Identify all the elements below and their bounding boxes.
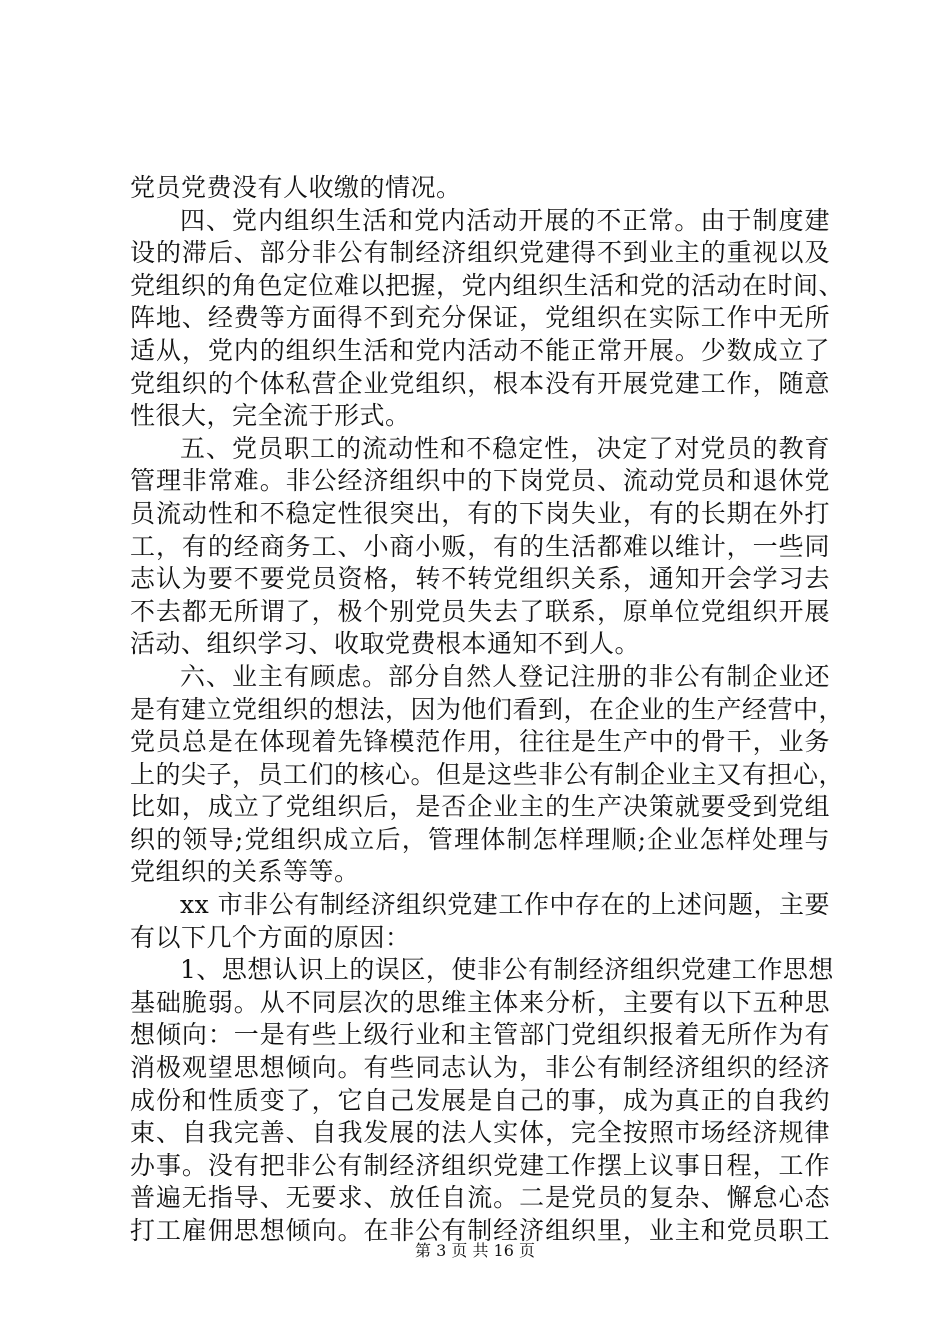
text-line: 上的尖子，员工们的核心。但是这些非公有制企业主又有担心，	[130, 759, 845, 789]
text-line: 志认为要不要党员资格，转不转党组织关系，通知开会学习去	[130, 564, 830, 594]
text-line: 活动、组织学习、收取党费根本通知不到人。	[130, 629, 641, 659]
text-line: 党组织的个体私营企业党组织，根本没有开展党建工作，随意	[130, 368, 830, 398]
text-line: 织的领导;党组织成立后，管理体制怎样理顺;企业怎样处理与	[130, 824, 830, 854]
text-line: 适从，党内的组织生活和党内活动不能正常开展。少数成立了	[130, 335, 830, 365]
text-line: 打工雇佣思想倾向。在非公有制经济组织里，业主和党员职工	[130, 1216, 830, 1245]
text-line: 想倾向：一是有些上级行业和主管部门党组织报着无所作为有	[130, 1020, 830, 1050]
text-line: 党员党费没有人收缴的情况。	[130, 173, 462, 202]
text-line: 比如，成立了党组织后，是否企业主的生产决策就要受到党组	[130, 792, 830, 822]
text-line: 办事。没有把非公有制经济组织党建工作摆上议事日程，工作	[130, 1150, 830, 1180]
text-line: 设的滞后、部分非公有制经济组织党建得不到业主的重视以及	[130, 238, 830, 268]
text-line: 党组织的关系等等。	[130, 857, 360, 887]
document-body	[130, 172, 845, 1248]
paragraph-start-line: 四、党内组织生活和党内活动开展的不正常。由于制度建	[180, 205, 830, 235]
paragraph-start-line: 五、党员职工的流动性和不稳定性，决定了对党员的教育	[180, 433, 830, 463]
text-line: 有以下几个方面的原因：	[130, 922, 411, 952]
text-line: 工，有的经商务工、小商小贩，有的生活都难以维计，一些同	[130, 531, 830, 561]
paragraph-start-line: 1、思想认识上的误区，使非公有制经济组织党建工作思想	[180, 955, 834, 985]
text-line: 不去都无所谓了，极个别党员失去了联系，原单位党组织开展	[130, 596, 830, 626]
text-line: 阵地、经费等方面得不到充分保证，党组织在实际工作中无所	[130, 303, 830, 333]
text-line: 党组织的角色定位难以把握，党内组织生活和党的活动在时间、	[130, 270, 845, 300]
text-line: 员流动性和不稳定性很突出，有的下岗失业，有的长期在外打	[130, 498, 830, 528]
text-line: 管理非常难。非公经济组织中的下岗党员、流动党员和退休党	[130, 466, 830, 496]
text-line: 成份和性质变了，它自己发展是自己的事，成为真正的自我约	[130, 1085, 830, 1115]
paragraph-start-line: xx 市非公有制经济组织党建工作中存在的上述问题，主要	[180, 890, 830, 920]
paragraph-start-line: 六、业主有顾虑。部分自然人登记注册的非公有制企业还	[180, 661, 830, 691]
text-line: 是有建立党组织的想法，因为他们看到，在企业的生产经营中，	[130, 694, 845, 724]
text-line: 普遍无指导、无要求、放任自流。二是党员的复杂、懈怠心态	[130, 1183, 830, 1213]
page-number-footer: 第 3 页 共 16 页	[415, 1241, 535, 1260]
text-line: 基础脆弱。从不同层次的思维主体来分析，主要有以下五种思	[130, 987, 830, 1017]
text-line: 消极观望思想倾向。有些同志认为，非公有制经济组织的经济	[130, 1053, 830, 1083]
text-line: 束、自我完善、自我发展的法人实体，完全按照市场经济规律	[130, 1118, 830, 1148]
text-line: 性很大，完全流于形式。	[130, 401, 411, 431]
text-line: 党员总是在体现着先锋模范作用，往往是生产中的骨干，业务	[130, 727, 830, 757]
